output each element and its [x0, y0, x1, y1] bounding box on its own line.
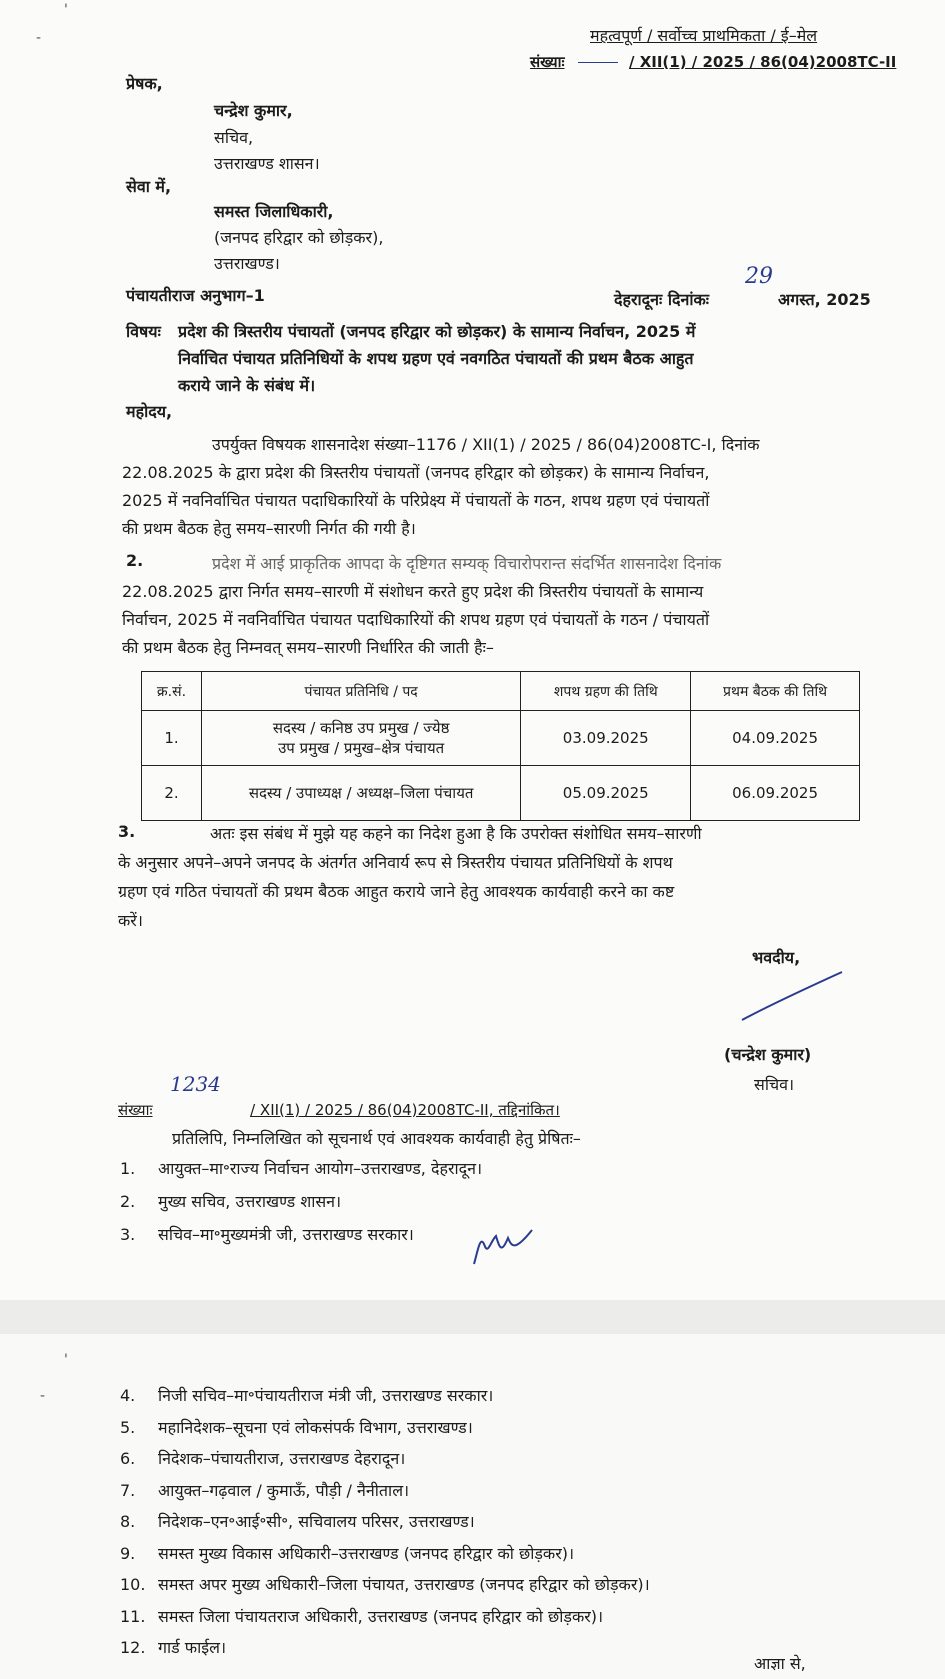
list-item: 5. महानिदेशक–सूचना एवं लोकसंपर्क विभाग, उत्तराखण्ड। — [120, 1417, 473, 1437]
para1-line2: 22.08.2025 के द्वारा प्रदेश की त्रिस्तरीय पंचायतों (जनपद हरिद्वार को छोड़कर) के सामान्य निर्वाचन, — [122, 463, 710, 482]
para3-line2: के अनुसार अपने–अपने जनपद के अंतर्गत अनिवार्य रूप से त्रिस्तरीय पंचायत प्रतिनिधियों के शपथ — [118, 853, 673, 872]
scan-mark: ' — [64, 1352, 68, 1368]
handwritten-number: 1234 — [170, 1072, 221, 1096]
para2-line3: निर्वाचन, 2025 में नवनिर्वाचित पंचायत पदाधिकारियों की शपथ ग्रहण एवं पंचायतों के गठन / पंचायतों — [122, 610, 710, 629]
list-item: 12. गार्ड फाईल। — [120, 1638, 227, 1657]
para3-line3: ग्रहण एवं गठित पंचायतों की प्रथम बैठक आहुत कराये जाने हेतु आवश्यक कार्यवाही करने का कष्ट — [118, 882, 675, 901]
table-row — [142, 766, 860, 821]
serial-cell: 2. — [142, 766, 202, 821]
list-item: 8. निदेशक–एन॰आई॰सी॰, सचिवालय परिसर, उत्तराखण्ड। — [120, 1512, 475, 1531]
list-item: 10. समस्त अपर मुख्य अधिकारी–जिला पंचायत, उत्तराखण्ड (जनपद हरिद्वार को छोड़कर)। — [120, 1575, 650, 1594]
scan-mark: - — [36, 30, 42, 46]
serial-cell: 1. — [142, 711, 202, 766]
subject-line1: प्रदेश की त्रिस्तरीय पंचायतों (जनपद हरिद्वार को छोड़कर) के सामान्य निर्वाचन, 2025 में — [178, 322, 696, 341]
scan-mark: ' — [64, 2, 68, 18]
endorsement-number-label: संख्याः — [118, 1101, 153, 1119]
para2-line4: की प्रथम बैठक हेतु निम्नवत् समय–सारणी निर्धारित की जाती हैः– — [122, 638, 494, 657]
closing-name: (चन्द्रेश कुमार) — [724, 1045, 812, 1064]
table-row — [142, 711, 860, 766]
list-item: 6. निदेशक–पंचायतीराज, उत्तराखण्ड देहरादून। — [120, 1449, 406, 1468]
by-order: आज्ञा से, — [754, 1654, 806, 1673]
para3-line4: करें। — [118, 911, 143, 930]
para3-number: 3. — [118, 822, 136, 841]
sender-label: प्रेषक, — [126, 74, 163, 93]
section-name: पंचायतीराज अनुभाग–1 — [126, 286, 265, 305]
salutation: महोदय, — [126, 402, 173, 421]
number-value: / XII(1) / 2025 / 86(04)2008TC-II — [629, 53, 897, 71]
handwritten-day: 29 — [745, 264, 773, 289]
list-item: 3. सचिव–मा॰मुख्यमंत्री जी, उत्तराखण्ड सरकार। — [120, 1225, 414, 1244]
recipient-line2: (जनपद हरिद्वार को छोड़कर), — [214, 228, 384, 247]
scan-gap — [0, 1300, 945, 1334]
copy-intro: प्रतिलिपि, निम्नलिखित को सूचनार्थ एवं आवश्यक कार्यवाही हेतु प्रेषितः– — [172, 1129, 581, 1148]
meeting-date-cell: 06.09.2025 — [691, 766, 860, 821]
post-cell — [201, 711, 520, 766]
list-item: 1. आयुक्त–मा॰राज्य निर्वाचन आयोग–उत्तराखण्ड, देहरादून। — [120, 1159, 483, 1178]
closing-yours: भवदीय, — [752, 948, 801, 967]
letter-number — [530, 52, 896, 72]
list-item: 9. समस्त मुख्य विकास अधिकारी–उत्तराखण्ड (जनपद हरिद्वार को छोड़कर)। — [120, 1543, 575, 1563]
copy-list-page1 — [120, 1152, 482, 1251]
scan-mark: - — [40, 1388, 46, 1404]
subject-label: विषयः — [126, 322, 161, 341]
recipient-line1: समस्त जिलाधिकारी, — [214, 202, 334, 221]
oath-date-cell: 03.09.2025 — [521, 711, 691, 766]
para2-number: 2. — [126, 551, 144, 570]
para2-line2: 22.08.2025 द्वारा निर्गत समय–सारणी में संशोधन करते हुए प्रदेश की त्रिस्तरीय पंचायतों के सामान्य — [122, 582, 704, 601]
list-item: 7. आयुक्त–गढ़वाल / कुमाऊँ, पौड़ी / नैनीताल। — [120, 1480, 410, 1500]
post-line: सदस्य / कनिष्ठ उप प्रमुख / ज्येष्ठ — [272, 719, 450, 737]
para1-line1: उपर्युक्त विषयक शासनादेश संख्या–1176 / XII(1) / 2025 / 86(04)2008TC-I, दिनांक — [212, 435, 760, 454]
closing-designation: सचिव। — [754, 1075, 795, 1094]
signature — [738, 966, 848, 1026]
para2-line1: प्रदेश में आई प्राकृतिक आपदा के दृष्टिगत सम्यक् विचारोपरान्त संदर्भित शासनादेश दिनांक — [212, 554, 722, 573]
recipient-label: सेवा में, — [126, 177, 172, 196]
sender-name: चन्द्रेश कुमार, — [214, 101, 293, 120]
subject-line2: निर्वाचित पंचायत प्रतिनिधियों के शपथ ग्रहण एवं नवगठित पंचायतों की प्रथम बैठक आहुत — [178, 349, 694, 368]
copy-list-page2 — [120, 1380, 650, 1664]
list-item: 4. निजी सचिव–मा॰पंचायतीराज मंत्री जी, उत्तराखण्ड सरकार। — [120, 1386, 494, 1405]
endorsement-number-value: / XII(1) / 2025 / 86(04)2008TC-II, तद्दिनांकित। — [250, 1101, 560, 1119]
column-header: प्रथम बैठक की तिथि — [691, 672, 860, 711]
para1-line3: 2025 में नवनिर्वाचित पंचायत पदाधिकारियों के परिप्रेक्ष्य में पंचायतों के गठन, शपथ ग्रहण एवं पंचायतों — [122, 491, 710, 510]
column-header: शपथ ग्रहण की तिथि — [521, 672, 691, 711]
month-year: अगस्त, 2025 — [778, 290, 871, 309]
meeting-date-cell: 04.09.2025 — [691, 711, 860, 766]
endorsement-number — [118, 1100, 560, 1120]
sender-designation: सचिव, — [214, 128, 254, 147]
priority-header: महत्वपूर्ण / सर्वोच्च प्राथमिकता / ई–मेल — [590, 26, 818, 45]
column-header: क्र.सं. — [142, 672, 202, 711]
list-item: 2. मुख्य सचिव, उत्तराखण्ड शासन। — [120, 1192, 342, 1211]
schedule-table — [141, 671, 860, 821]
handwritten-dash — [578, 62, 618, 63]
post-cell: सदस्य / उपाध्यक्ष / अध्यक्ष–जिला पंचायत — [201, 766, 520, 821]
recipient-line3: उत्तराखण्ड। — [214, 254, 280, 273]
column-header: पंचायत प्रतिनिधि / पद — [201, 672, 520, 711]
oath-date-cell: 05.09.2025 — [521, 766, 691, 821]
number-label: संख्याः — [530, 53, 565, 71]
list-item: 11. समस्त जिला पंचायतराज अधिकारी, उत्तराखण्ड (जनपद हरिद्वार को छोड़कर)। — [120, 1606, 604, 1626]
para1-line4: की प्रथम बैठक हेतु समय–सारणी निर्गत की गयी है। — [122, 519, 416, 538]
sender-office: उत्तराखण्ड शासन। — [214, 154, 320, 173]
subject-line3: कराये जाने के संबंध में। — [178, 376, 316, 395]
place-date-label: देहरादूनः दिनांकः — [614, 290, 710, 309]
para3-line1: अतः इस संबंध में मुझे यह कहने का निदेश हुआ है कि उपरोक्त संशोधित समय–सारणी — [210, 824, 702, 843]
post-line: उप प्रमुख / प्रमुख–क्षेत्र पंचायत — [278, 739, 445, 757]
letter-page-2 — [0, 1334, 945, 1679]
table-header-row — [142, 672, 860, 711]
initials-mark — [470, 1222, 536, 1268]
